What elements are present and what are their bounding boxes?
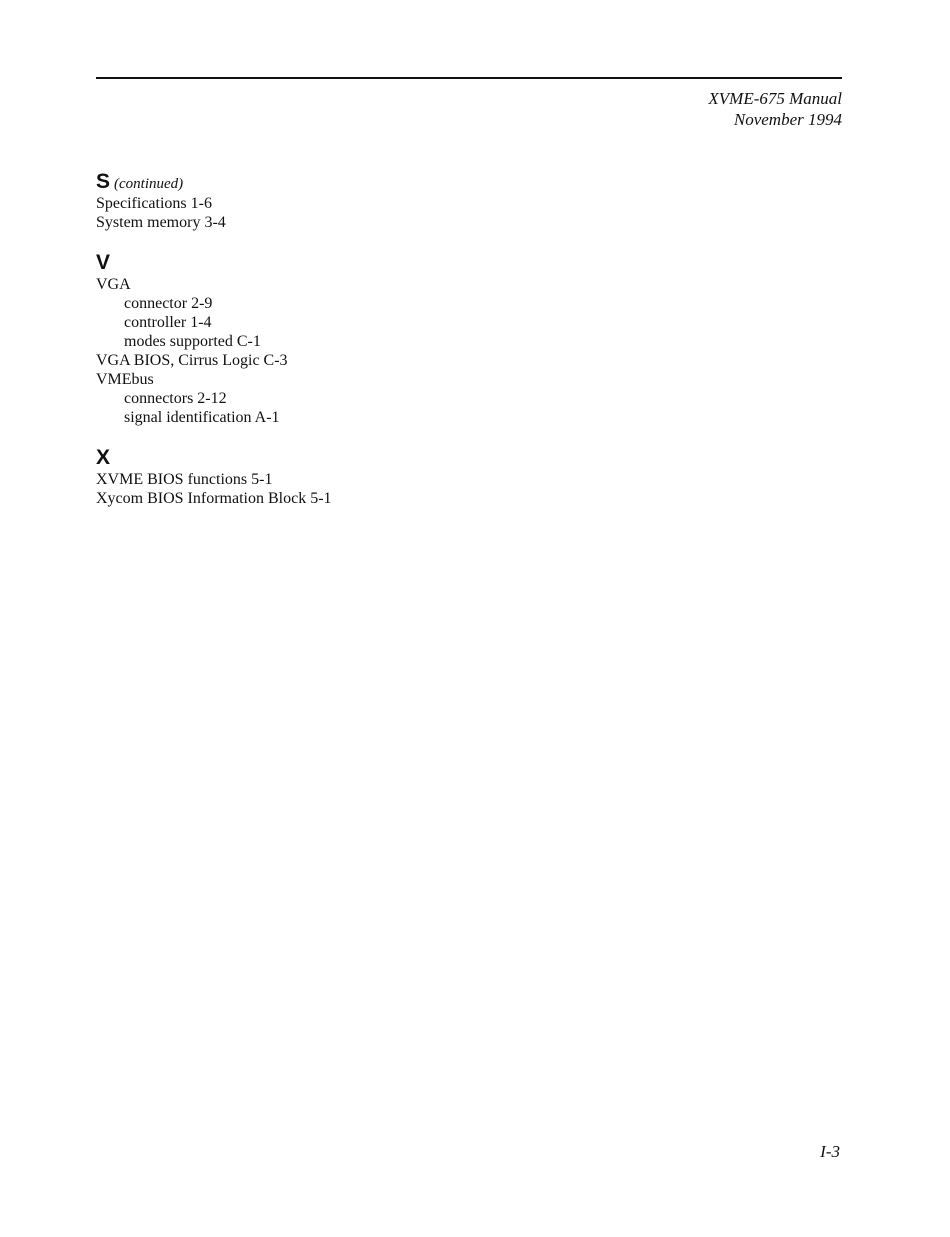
index-entry: Xycom BIOS Information Block 5-1: [96, 490, 332, 507]
section-letter-x: X: [96, 446, 111, 469]
manual-date: November 1994: [733, 110, 842, 129]
header-rule: [96, 77, 842, 79]
index-section-v: [96, 251, 696, 427]
page-header: [708, 88, 842, 130]
manual-title: XVME-675 Manual: [708, 89, 842, 108]
index-section-s: [96, 170, 696, 232]
index-subentry: controller 1-4: [124, 314, 212, 331]
index-subentry: connectors 2-12: [124, 390, 227, 407]
section-spacer: [96, 427, 696, 446]
continued-note: (continued): [114, 176, 184, 192]
section-letter: S: [96, 170, 111, 193]
index-entry: VMEbus: [96, 371, 154, 388]
index-entry: VGA BIOS, Cirrus Logic C-3: [96, 352, 288, 369]
page-number: I-3: [820, 1142, 840, 1161]
index-section-x: [96, 446, 696, 508]
index-entry: XVME BIOS functions 5-1: [96, 471, 273, 488]
section-letter-v: V: [96, 251, 111, 274]
section-spacer: [96, 232, 696, 251]
section-letter-s: [96, 170, 696, 194]
index-subentry: signal identification A-1: [124, 409, 280, 426]
index-entry: System memory 3-4: [96, 214, 226, 231]
index-list: [96, 170, 696, 508]
index-entry: Specifications 1-6: [96, 195, 212, 212]
index-subentry: modes supported C-1: [124, 333, 261, 350]
index-subentry: connector 2-9: [124, 295, 213, 312]
index-entry: VGA: [96, 276, 131, 293]
